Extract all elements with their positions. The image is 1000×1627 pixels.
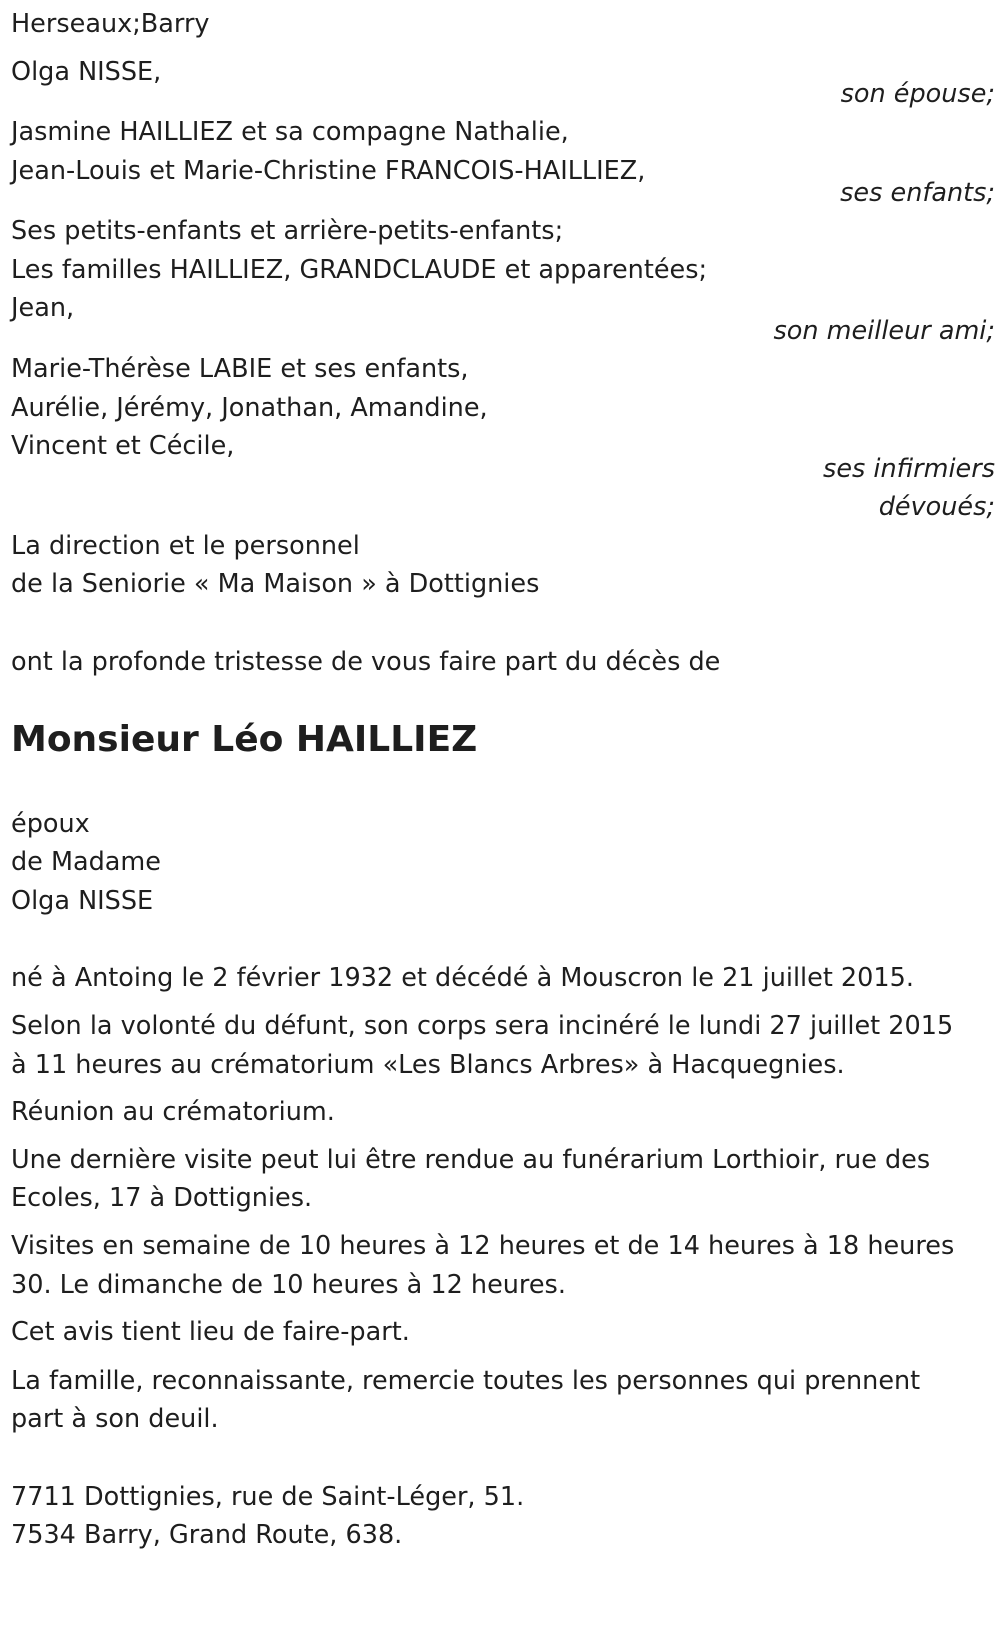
relation-label: dévoués; bbox=[878, 492, 995, 522]
relation-label: son épouse; bbox=[840, 79, 995, 109]
mourner-line: Aurélie, Jérémy, Jonathan, Amandine, bbox=[11, 393, 488, 423]
reunion-line: Réunion au crématorium. bbox=[11, 1097, 335, 1127]
visit-hours-line: Visites en semaine de 10 heures à 12 heures et de 14 heures à 18 heures bbox=[11, 1231, 955, 1261]
thanks-line: part à son deuil. bbox=[11, 1404, 219, 1434]
notice-line: Cet avis tient lieu de faire-part. bbox=[11, 1317, 410, 1347]
mourner-line: Ses petits-enfants et arrière-petits-enfants; bbox=[11, 216, 564, 246]
visit-hours-line: 30. Le dimanche de 10 heures à 12 heures. bbox=[11, 1270, 566, 1300]
relation-label: ses enfants; bbox=[840, 178, 995, 208]
location-header: Herseaux;Barry bbox=[11, 9, 210, 39]
cremation-line: Selon la volonté du défunt, son corps sera incinéré le lundi 27 juillet 2015 bbox=[11, 1011, 954, 1041]
visit-line: Une dernière visite peut lui être rendue au funérarium Lorthioir, rue des bbox=[11, 1145, 931, 1175]
relation-label: ses infirmiers bbox=[823, 454, 995, 484]
address-line: 7534 Barry, Grand Route, 638. bbox=[11, 1520, 403, 1550]
mourner-line: Jean-Louis et Marie-Christine FRANCOIS-HAILLIEZ, bbox=[11, 156, 646, 186]
mourner-line: Olga NISSE, bbox=[11, 57, 162, 87]
birth-death-line: né à Antoing le 2 février 1932 et décédé à Mouscron le 21 juillet 2015. bbox=[11, 963, 914, 993]
visit-line: Ecoles, 17 à Dottignies. bbox=[11, 1183, 313, 1213]
cremation-line: à 11 heures au crématorium «Les Blancs Arbres» à Hacquegnies. bbox=[11, 1050, 845, 1080]
spouse-line: de Madame bbox=[11, 847, 161, 877]
address-line: 7711 Dottignies, rue de Saint-Léger, 51. bbox=[11, 1482, 525, 1512]
announcement: ont la profonde tristesse de vous faire part du décès de bbox=[11, 647, 721, 677]
spouse-line: époux bbox=[11, 809, 90, 839]
mourner-line: Vincent et Cécile, bbox=[11, 431, 235, 461]
spouse-line: Olga NISSE bbox=[11, 886, 154, 916]
relation-label: son meilleur ami; bbox=[773, 316, 995, 346]
thanks-line: La famille, reconnaissante, remercie toutes les personnes qui prennent bbox=[11, 1366, 921, 1396]
mourner-line: La direction et le personnel bbox=[11, 531, 360, 561]
deceased-name: Monsieur Léo HAILLIEZ bbox=[11, 719, 478, 760]
mourner-line: de la Seniorie « Ma Maison » à Dottignies bbox=[11, 569, 540, 599]
mourner-line: Les familles HAILLIEZ, GRANDCLAUDE et apparentées; bbox=[11, 255, 708, 285]
mourner-line: Marie-Thérèse LABIE et ses enfants, bbox=[11, 354, 469, 384]
mourner-line: Jean, bbox=[11, 293, 75, 323]
mourner-line: Jasmine HAILLIEZ et sa compagne Nathalie, bbox=[11, 117, 569, 147]
